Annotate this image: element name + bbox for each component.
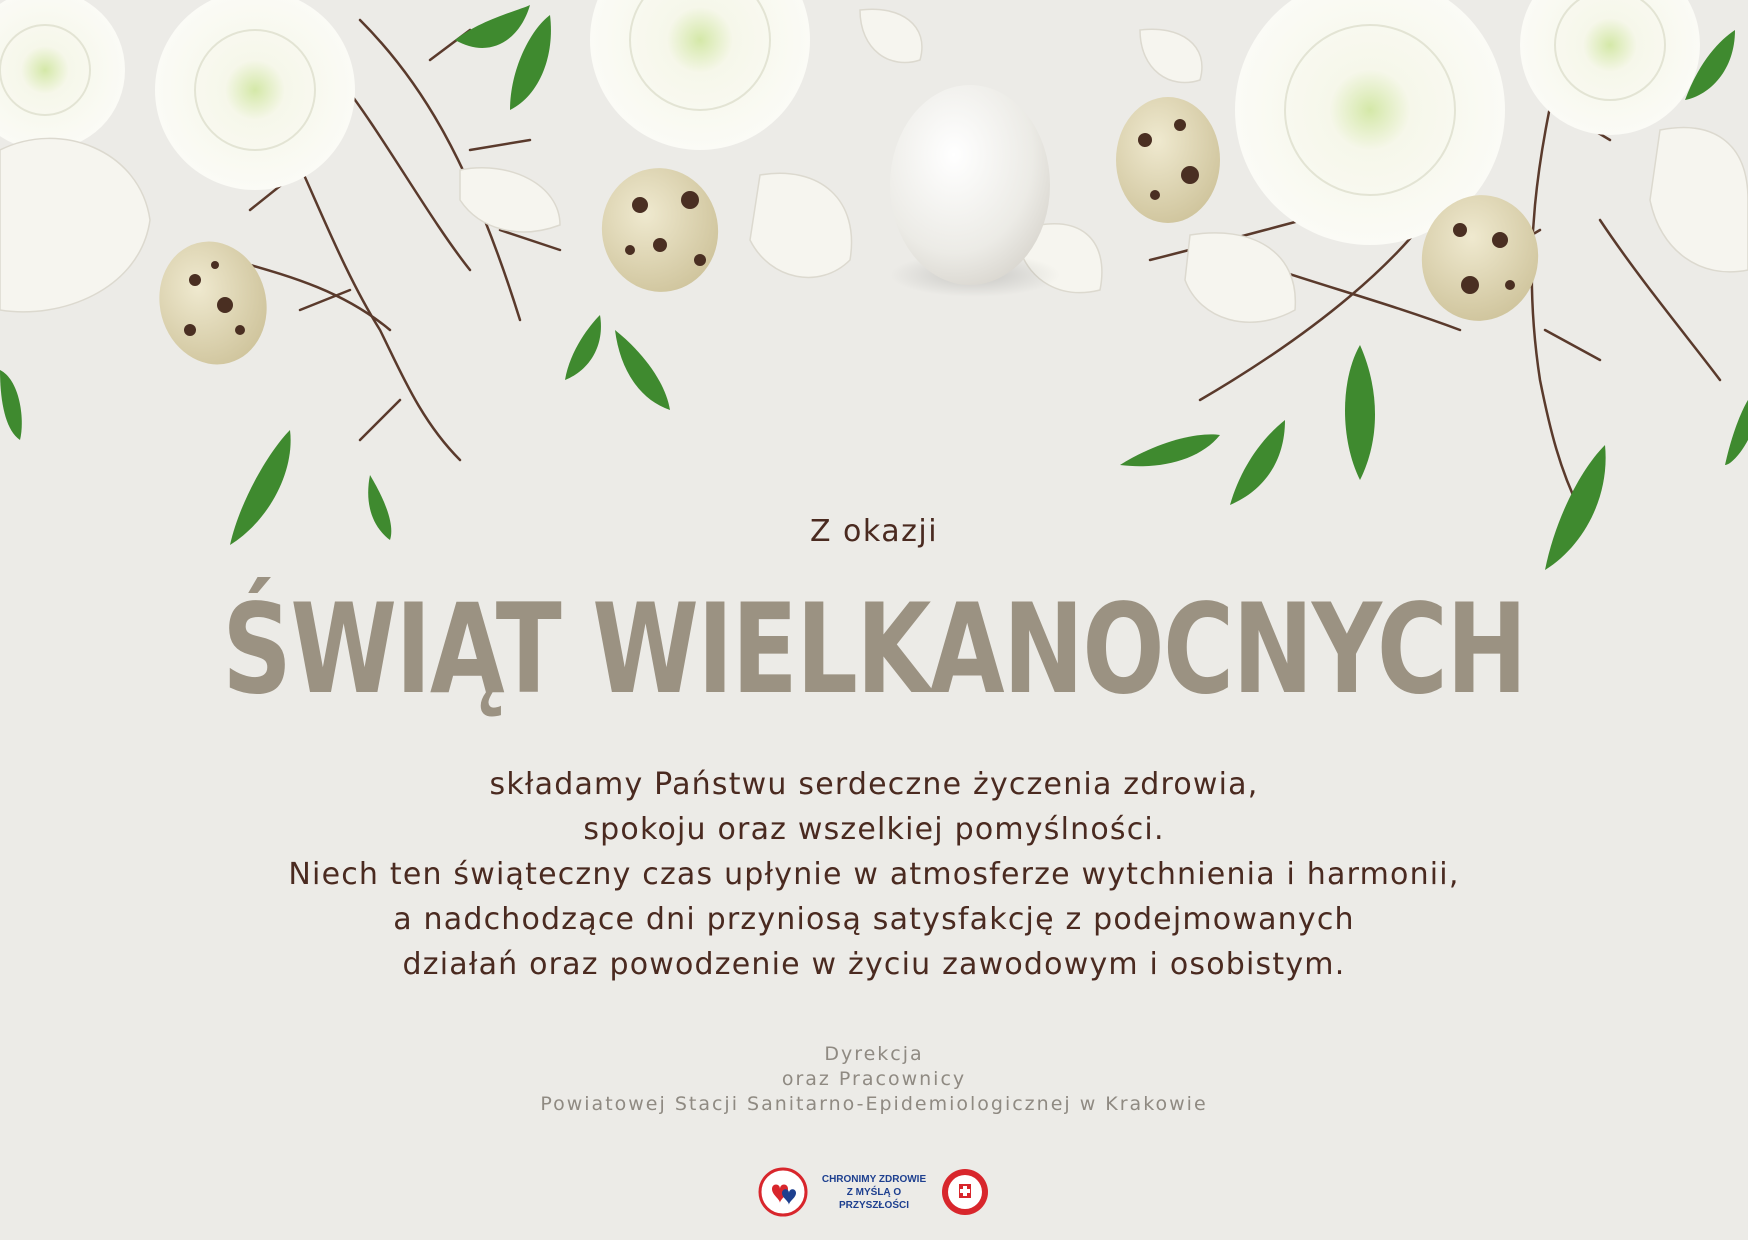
wishes-line: Niech ten świąteczny czas upłynie w atmosferze wytchnienia i harmonii, [288,857,1460,892]
wishes-line: a nadchodzące dni przyniosą satysfakcję z podejmowanych [393,902,1355,937]
wishes-line: działań oraz powodzenie w życiu zawodowym i osobistym. [402,947,1346,982]
campaign-line: CHRONIMY ZDROWIE [821,1173,927,1185]
campaign-slogan [818,1173,930,1212]
sanitary-inspection-emblem-icon [940,1167,990,1217]
wishes-paragraph [0,762,1748,987]
chrysanthemum-flowers [0,0,1700,245]
white-egg [890,85,1050,285]
signature-block [0,1042,1748,1117]
signature-line: Powiatowej Stacji Sanitarno-Epidemiologicznej w Krakowie [540,1093,1208,1115]
signature-line: Dyrekcja [824,1043,924,1065]
wishes-line: spokoju oraz wszelkiej pomyślności. [583,812,1165,847]
signature-line: oraz Pracownicy [781,1068,967,1090]
wishes-line: składamy Państwu serdeczne życzenia zdrowia, [489,767,1259,802]
logos-row [0,1166,1748,1218]
campaign-line: Z MYŚLĄ O PRZYSZŁOŚCI [838,1186,909,1211]
occasion-text: Z okazji [809,514,939,549]
hearts-circle-icon [758,1167,808,1217]
headline-title: ŚWIĄT WIELKANOCNYCH [222,578,1526,722]
